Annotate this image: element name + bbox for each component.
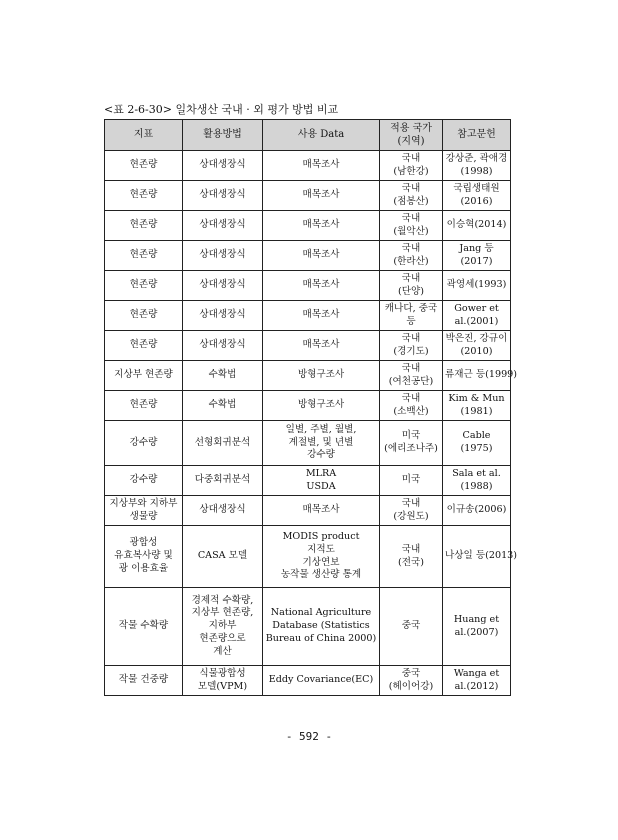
cell-text-line: 상대생장식 [199,159,246,171]
cell-text-line: 현존량 [129,219,158,231]
cell-text-line: 국내 [401,497,421,509]
cell-text-line: 농작물 생산량 통계 [280,569,362,581]
table-cell [105,588,183,666]
table-body [105,151,518,696]
table-cell [105,361,183,391]
table-row [105,241,511,271]
column-header [263,120,380,151]
table-cell [443,181,511,211]
cell-text-line: Kim & Mun [448,392,505,404]
table-cell [183,496,263,526]
cell-text-line: 유효복사량 및 [114,550,173,562]
table-cell [183,151,263,181]
table-cell [263,241,380,271]
cell-text-line: 중국 [401,620,421,632]
cell-text-line: 이승혁(2014) [446,219,507,231]
cell-text-line: USDA [306,480,336,492]
cell-text-line: 캐나다, 중국 [384,302,438,314]
table-cell [183,526,263,588]
cell-text-line: 생물량 [129,510,158,522]
cell-text-line: 미국 [401,474,421,486]
cell-text-line: 곽영세(1993) [446,279,507,291]
cell-text-line: 현존량 [129,399,158,411]
cell-text-line: 현존량 [129,279,158,291]
table-cell [443,361,518,391]
cell-text-line: 나상일 등(2013) [445,550,518,562]
table-row [105,331,511,361]
cell-text-line: 상대생장식 [199,339,246,351]
cell-text-line: (2016) [460,195,493,207]
cell-text-line: 매목조사 [302,309,340,321]
table-row [105,211,511,241]
cell-text-line: 현존량으로 [199,632,246,644]
table-cell [263,466,380,496]
table-header-row [105,120,511,151]
table-cell [443,151,511,181]
table-cell [443,588,511,666]
cell-text-line: Eddy Covariance(EC) [268,674,374,686]
table-cell [443,211,511,241]
table-cell [263,211,380,241]
column-header [105,120,183,151]
page-number: - 592 - [285,730,333,743]
cell-text-line: 매목조사 [302,219,340,231]
table-cell [263,666,380,696]
cell-text-line: al.(2007) [454,626,499,638]
table-cell [183,211,263,241]
cell-text-line: (여천공단) [388,375,434,387]
cell-text-line: 상대생장식 [199,189,246,201]
cell-text-line: 작물 건중량 [118,674,169,686]
table-cell [263,301,380,331]
table-cell [380,151,443,181]
table-cell [105,496,183,526]
table-cell [183,331,263,361]
cell-text-line: 상대생장식 [199,279,246,291]
cell-text-line: Bureau of China 2000) [265,632,377,644]
column-header [380,120,443,151]
table-cell [380,301,443,331]
cell-text-line: 매목조사 [302,159,340,171]
table-cell [183,241,263,271]
cell-text-line: 매목조사 [302,189,340,201]
table-cell [105,241,183,271]
table-cell [183,466,263,496]
cell-text-line: Wanga et [453,667,500,679]
table-cell [380,241,443,271]
cell-text-line: Sala et al. [452,467,501,479]
table-row [105,588,511,666]
table-cell [380,211,443,241]
table-cell [263,151,380,181]
cell-text-line: (2010) [460,345,493,357]
cell-text-line: National Agriculture [270,607,372,619]
cell-text-line: 국내 [401,212,421,224]
cell-text-line: 지상부와 지하부 [109,497,178,509]
cell-text-line: 매목조사 [302,249,340,261]
table-cell [380,361,443,391]
table-cell [263,588,380,666]
cell-text-line: 국내 [401,242,421,254]
column-header [183,120,263,151]
table-cell [263,271,380,301]
table-cell [443,391,511,421]
cell-text-line: Database (Statistics [272,620,370,632]
table-row [105,151,511,181]
cell-text-line: 강수량 [307,449,335,461]
cell-text-line: (월악산) [393,225,429,237]
cell-text-line: 강상준, 곽애경 [445,152,508,164]
cell-text-line: 국내 [401,332,421,344]
table-cell [183,181,263,211]
cell-text-line: CASA 모델 [197,550,248,562]
cell-text-line: 상대생장식 [199,219,246,231]
cell-text-line: 상대생장식 [199,504,246,516]
table-cell [183,271,263,301]
cell-text-line: MODIS product [282,531,360,542]
column-header [443,120,511,151]
cell-text-line: Gower et [454,302,499,314]
table-row [105,391,511,421]
table-cell [443,331,511,361]
table-cell [443,466,511,496]
cell-text-line: 수확법 [208,369,237,381]
cell-text-line: 국내 [401,152,421,164]
table-row [105,666,511,696]
table-caption: <표 2-6-30> 일차생산 국내 · 외 평가 방법 비교 [104,103,339,116]
cell-text-line: 지표 [133,129,154,141]
cell-text-line: 경제적 수확량, [191,594,254,606]
cell-text-line: (2017) [460,255,493,267]
cell-text-line: (단양) [397,285,425,297]
cell-text-line: (지역) [397,136,425,147]
comparison-table [104,119,518,696]
cell-text-line: 지상부 현존량 [114,369,173,381]
table-cell [443,496,511,526]
cell-text-line: (전국) [397,556,425,568]
cell-text-line: 국내 [401,543,421,555]
cell-text-line: (헤이어강) [388,680,434,692]
cell-text-line: (1998) [460,165,493,177]
table-row [105,421,511,466]
table-cell [263,331,380,361]
cell-text-line: al.(2012) [454,680,499,692]
table-cell [443,301,511,331]
cell-text-line: (1975) [460,443,493,454]
cell-text-line: Jang 등 [459,242,494,254]
cell-text-line: 활용방법 [203,129,242,141]
cell-text-line: (경기도) [393,345,429,357]
table-cell [105,391,183,421]
cell-text-line: 현존량 [129,339,158,351]
cell-text-line: 선형회귀분석 [194,436,251,448]
cell-text-line: MLRA [305,467,337,479]
cell-text-line: (점봉산) [393,195,429,207]
table-cell [105,301,183,331]
table-cell [380,181,443,211]
cell-text-line: 국립생태원 [453,182,500,194]
table-cell [443,666,511,696]
table-cell [105,151,183,181]
cell-text-line: 매목조사 [302,504,340,516]
cell-text-line: (1981) [460,405,493,417]
cell-text-line: Cable [462,430,491,442]
cell-text-line: (1988) [460,480,493,492]
table-cell [443,271,511,301]
table-row [105,466,511,496]
table-cell [263,361,380,391]
table-cell [380,421,443,466]
cell-text-line: (남한강) [393,165,429,177]
table-row [105,271,511,301]
table-row [105,301,511,331]
table-cell [263,391,380,421]
cell-text-line: 매목조사 [302,279,340,291]
cell-text-line: 계산 [213,645,232,657]
table-cell [183,421,263,466]
cell-text-line: 강수량 [129,436,158,448]
cell-text-line: (한라산) [393,255,429,267]
table-cell [105,526,183,588]
cell-text-line: 일별, 주별, 월별, [285,423,357,435]
cell-text-line: al.(2001) [454,315,499,327]
cell-text-line: 기상연보 [302,556,340,568]
table-cell [105,466,183,496]
cell-text-line: 국내 [401,392,421,404]
table-cell [380,391,443,421]
cell-text-line: (에리조나주) [384,443,438,454]
cell-text-line: 현존량 [129,249,158,261]
cell-text-line: 참고문헌 [457,129,496,141]
table-cell [105,271,183,301]
cell-text-line: (소백산) [393,405,429,417]
cell-text-line: 현존량 [129,309,158,321]
table-cell [183,391,263,421]
table-cell [263,526,380,588]
cell-text-line: 사용 Data [297,129,345,141]
table-cell [105,421,183,466]
cell-text-line: 이규송(2006) [446,504,507,516]
cell-text-line: 현존량 [129,159,158,171]
cell-text-line: 매목조사 [302,339,340,351]
table-cell [183,361,263,391]
table-row [105,496,511,526]
cell-text-line: 계절별, 및 년별 [288,436,354,448]
cell-text-line: 광합성 [129,537,158,549]
cell-text-line: 식물광합성 [199,667,246,679]
table-cell [263,496,380,526]
table-cell [380,588,443,666]
table-cell [263,421,380,466]
table-cell [443,241,511,271]
cell-text-line: 국내 [401,182,421,194]
cell-text-line: (강원도) [393,510,429,522]
cell-text-line: 지하부 [208,620,237,632]
cell-text-line: 류재근 등(1999) [445,369,518,381]
table-cell [380,331,443,361]
cell-text-line: 국내 [401,272,421,284]
cell-text-line: 등 [406,315,416,327]
table-cell [263,181,380,211]
table-row [105,526,511,588]
cell-text-line: 모델(VPM) [197,680,248,692]
cell-text-line: 강수량 [129,474,158,486]
cell-text-line: 적용 국가 [390,122,432,134]
cell-text-line: 수확법 [208,399,237,411]
table-cell [380,271,443,301]
table-row [105,361,511,391]
cell-text-line: 방형구조사 [297,399,345,411]
cell-text-line: 상대생장식 [199,309,246,321]
cell-text-line: 지상부 현존량, [191,607,254,619]
table-row [105,181,511,211]
table-cell [183,588,263,666]
table-cell [380,496,443,526]
table-cell [183,666,263,696]
table-cell [105,211,183,241]
cell-text-line: 작물 수확량 [118,620,169,632]
table-cell [105,181,183,211]
cell-text-line: 중국 [401,667,421,679]
cell-text-line: 박은진, 강규이 [445,332,508,344]
table-cell [380,466,443,496]
cell-text-line: 방형구조사 [297,369,345,381]
table-cell [443,526,518,588]
cell-text-line: 광 이용효율 [118,562,169,574]
cell-text-line: 현존량 [129,189,158,201]
cell-text-line: 미국 [401,430,421,442]
cell-text-line: Huang et [453,613,500,625]
cell-text-line: 지적도 [307,543,335,555]
cell-text-line: 다중회귀분석 [194,474,251,486]
cell-text-line: 상대생장식 [199,249,246,261]
table-cell [380,666,443,696]
cell-text-line: 국내 [401,362,421,374]
table-cell [105,331,183,361]
table-cell [443,421,511,466]
table-cell [105,666,183,696]
table-cell [183,301,263,331]
table-cell [380,526,443,588]
